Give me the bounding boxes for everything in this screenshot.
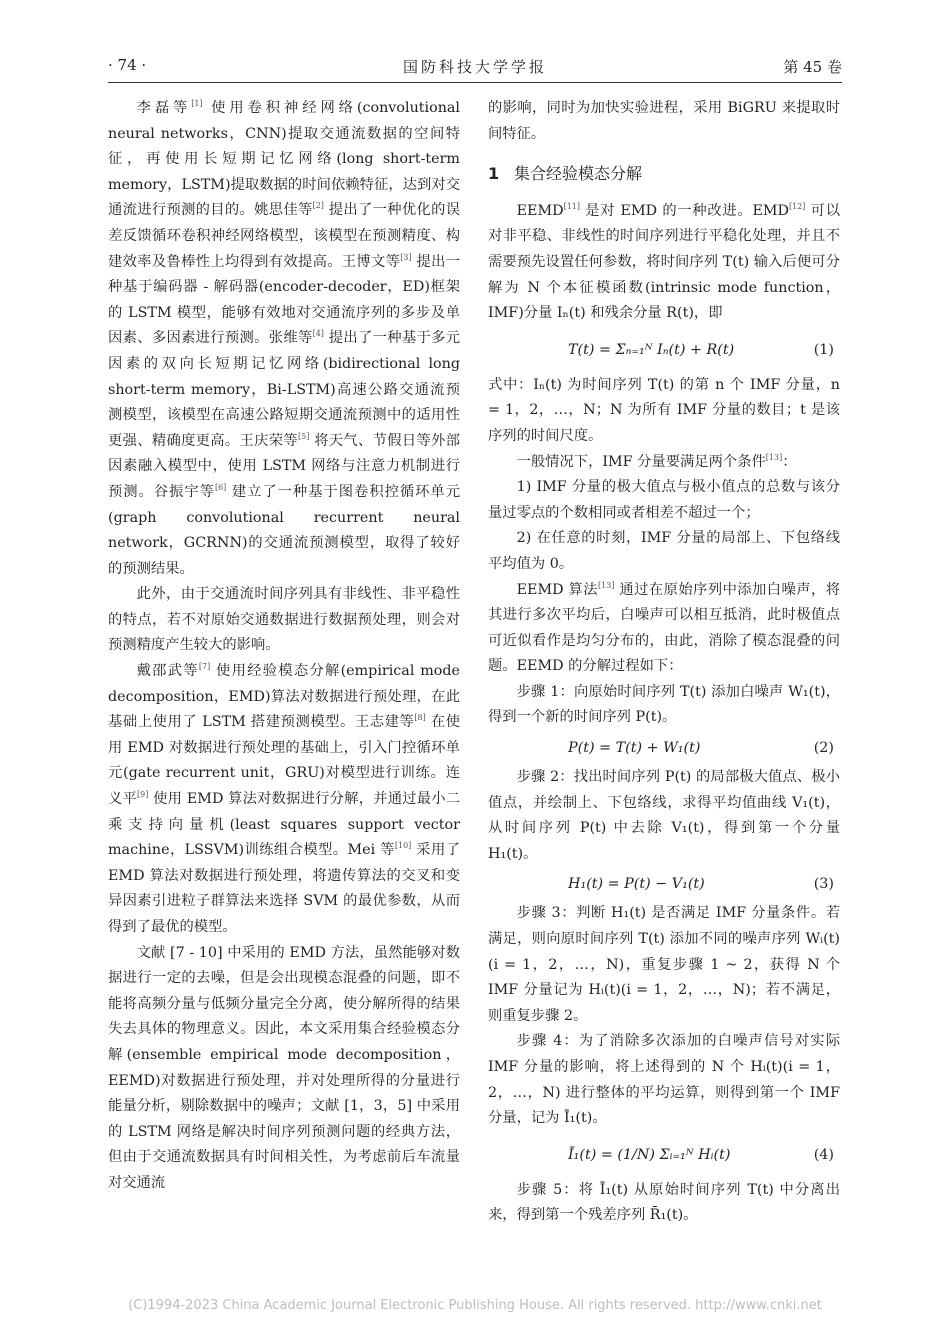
equation-number: (3) — [813, 876, 834, 893]
copyright-footer: (C)1994-2023 China Academic Journal Electronic Publishing House. All rights reserved. http://www.cnki.net — [128, 1298, 822, 1313]
equation-2: P(t) = T(t) + W₁(t) (2) — [488, 731, 840, 765]
volume-label: 第 45 卷 — [783, 58, 842, 76]
right-column — [488, 96, 840, 1229]
equation-number: (4) — [813, 1146, 834, 1163]
citation[interactable]: [6] — [214, 482, 227, 492]
citation[interactable]: [8] — [414, 713, 426, 723]
condition-2: 2) 在任意的时刻，IMF 分量的局部上、下包络线平均值为 0。 — [488, 530, 840, 572]
paragraph: 此外，由于交通流时间序列具有非线性、非平稳性的特点，若不对原始交通数据进行数据预处理，则会对预测精度产生较大的影响。 — [108, 586, 460, 654]
equation-4: Ī₁(t) = (1/N) Σᵢ₌₁ᴺ Hᵢ(t) (4) — [488, 1132, 840, 1178]
equation-number: (1) — [813, 341, 834, 358]
paragraph: EEMD 算法[13] 通过在原始序列中添加白噪声，将其进行多次平均后，白噪声可以相互抵消，此时极值点可近似看作是均匀分布的，由此，消除了模态混叠的问题。EEMD 的分解过程如下： — [488, 580, 840, 675]
citation[interactable]: [4] — [312, 329, 324, 339]
equation-3: H₁(t) = P(t) − V₁(t) (3) — [488, 867, 840, 901]
paragraph: 文献 [7 - 10] 中采用的 EMD 方法，虽然能够对数据进行一定的去噪，但是会出现模态混叠的问题，即不能将高频分量与低频分量完全分离，使分解所得的结果失去具体的物理意义。因此，本文采用集合经验模态分解(ensemble empirical mode decomposition，EEMD)对数据进行预处理，并对处理所得的分量进行能量分析，剔除数据中的噪声；文献 [1，3，5] 中采用的 LSTM 网络是解决时间序列预测问题的经典方法，但由于交通流数据具有时间相关性，为考虑前后车流量对交通流 — [108, 944, 460, 1191]
section-number: 1 — [488, 164, 500, 184]
page-number: · 74 · — [108, 56, 147, 74]
citation[interactable]: [9] — [137, 790, 149, 800]
citation[interactable]: [10] — [394, 841, 412, 851]
citation[interactable]: [13] — [765, 452, 783, 462]
citation[interactable]: [7] — [198, 662, 211, 672]
citation[interactable]: [11] — [563, 201, 580, 211]
step-2: 步骤 2：找出时间序列 P(t) 的局部极大值点、极小值点，并绘制上、下包络线，求得平均值曲线 V₁(t)，从时间序列 P(t) 中去除 V₁(t)，得到第一个分量 H₁(t)。 — [488, 769, 840, 862]
step-1: 步骤 1：向原始时间序列 T(t) 添加白噪声 W₁(t)，得到一个新的时间序列 P(t)。 — [488, 683, 840, 726]
section-heading — [488, 161, 840, 187]
citation[interactable]: [2] — [312, 201, 324, 211]
citation[interactable]: [13] — [598, 580, 615, 590]
step-4: 步骤 4：为了消除多次添加的白噪声信号对实际 IMF 分量的影响，将上述得到的 N 个 Hᵢ(t)(i = 1，2，…，N) 进行整体的平均运算，则得到第一个 IMF 分量，记为 Ī₁(t)。 — [488, 1033, 840, 1127]
paragraph: EEMD[11] 是对 EMD 的一种改进。EMD[12] 可以对非平稳、非线性的时间序列进行平稳化处理，并且不需要预先设置任何参数，将时间序列 T(t) 输入后便可分解为 N 个本征模函数(intrinsic mode function，IMF)分量 Iₙ(t) 和残余分量 R(t)，即 — [488, 201, 840, 322]
running-header — [108, 54, 842, 83]
paragraph: 一般情况下，IMF 分量要满足两个条件[13]： — [516, 452, 797, 470]
citation[interactable]: [3] — [400, 252, 412, 262]
step-3: 步骤 3：判断 H₁(t) 是否满足 IMF 分量条件。若满足，则向原时间序列 T(t) 添加不同的噪声序列 Wᵢ(t)(i = 1，2，…，N)，重复步骤 1 ~ 2，获得 N 个 IMF 分量记为 Hᵢ(t)(i = 1，2，…，N)；若不满足，则重复步骤 2。 — [488, 905, 840, 1024]
citation[interactable]: [1] — [191, 99, 203, 108]
paragraph: 戴邵武等[7] 使用经验模态分解(empirical mode decomposition，EMD)算法对数据进行预处理，在此基础上使用了 LSTM 搭建预测模型。王志建等[8] 在使用 EMD 对数据进行预处理的基础上，引入门控循环单元(gate recurrent unit，GRU)对模型进行训练。连义平[9] 使用 EMD 算法对数据进行分解，并通过最小二乘支持向量机(least squares support vector machine，LSSVM)训练组合模型。Mei 等[10] 采用了 EMD 算法对数据进行预处理，将遗传算法的交叉和变异因素引进粒子群算法来选择 SVM 的最优参数，从而得到了最优的模型。 — [108, 662, 461, 935]
journal-title: 国防科技大学学报 — [402, 58, 547, 76]
left-column — [108, 96, 460, 1197]
citation[interactable]: [5] — [297, 431, 310, 441]
equation-note: 式中：Iₙ(t) 为时间序列 T(t) 的第 n 个 IMF 分量，n = 1，2，…，N；N 为所有 IMF 分量的数目；t 是该序列的时间尺度。 — [488, 376, 840, 444]
citation[interactable]: [12] — [789, 201, 806, 211]
step-5: 步骤 5：将 Ī₁(t) 从原始时间序列 T(t) 中分离出来，得到第一个残差序列 R̄₁(t)。 — [488, 1181, 840, 1224]
condition-1: 1) IMF 分量的极大值点与极小值点的总数与该分量过零点的个数相同或者相差不超过一个； — [488, 479, 840, 521]
equation-1: T(t) = Σₙ₌₁ᴺ Iₙ(t) + R(t) (1) — [488, 327, 840, 373]
paragraph-continuation: 的影响，同时为加快实验进程，采用 BiGRU 来提取时间特征。 — [488, 100, 840, 142]
equation-number: (2) — [813, 740, 834, 757]
section-title: 集合经验模态分解 — [514, 164, 643, 184]
paragraph: 李磊等[1] 使用卷积神经网络(convolutional neural networks，CNN)提取交通流数据的空间特征，再使用长短期记忆网络(long short-term memory，LSTM)提取数据的时间依赖特征，达到对交通流进行预测的目的。姚思佳等[2] 提出了一种优化的误差反馈循环卷积神经网络模型，该模型在预测精度、构建效率及鲁棒性上均得到有效提高。王博文等[3] 提出一种基于编码器 - 解码器(encoder-decoder，ED)框架的 LSTM 模型，能够有效地对交通流序列的多步及单因素、多因素进行预测。张维等[4] 提出了一种基于多元因素的双向长短期记忆网络(bidirectional long short-term memory，Bi-LSTM)高速公路交通流预测模型，该模型在高速公路短期交通流预测中的适用性更强、精确度更高。王庆荣等[5] 将天气、节假日等外部因素融入模型中，使用 LSTM 网络与注意力机制进行预测。谷振宇等[6] 建立了一种基于图卷积控循环单元(graph convolutional recurrent neural network，GCRNN)的交通流预测模型，取得了较好的预测结果。 — [108, 99, 461, 577]
